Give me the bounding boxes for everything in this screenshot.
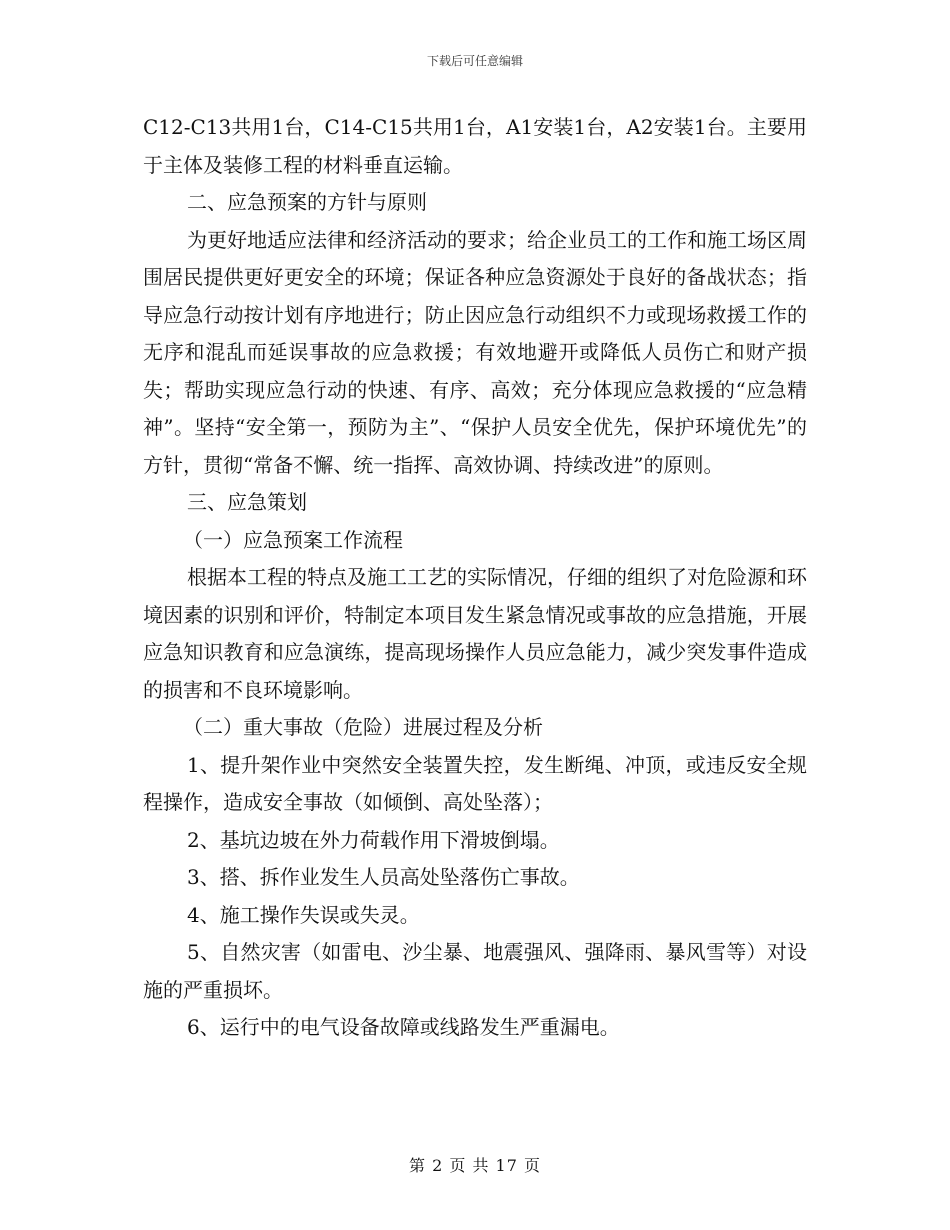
section-heading-principles: 二、应急预案的方针与原则 — [187, 190, 427, 214]
paragraph-workflow: 根据本工程的特点及施工工艺的实际情况，仔细的组织了对危险源和环境因素的识别和评价，特制定本项目发生紧急情况或事故的应急措施，开展应急知识教育和应急演练，提高现场操作人员应急能力，减少突发事件造成的损害和不良环境影响。 — [143, 565, 807, 702]
subsection-heading-workflow: （一）应急预案工作流程 — [183, 527, 403, 552]
paragraph-principles: 为更好地适应法律和经济活动的要求；给企业员工的工作和施工场区周围居民提供更好更安全的环境；保证各种应急资源处于良好的备战状态；指导应急行动按计划有序地进行；防止因应急行动组织不力或现场救援工作的无序和混乱而延误事故的应急救援；有效地避开或降低人员伤亡和财产损失；帮助实现应急行动的快速、有序、高效；充分体现应急救援的“应急精神”。坚持“安全第一，预防为主”、“保护人员安全优先，保护环境优先”的方针，贯彻“常备不懈、统一指挥、高效协调、持续改进”的原则。 — [143, 227, 807, 477]
document-body — [143, 109, 807, 1047]
subsection-heading-analysis: （二）重大事故（危险）进展过程及分析 — [183, 715, 543, 739]
section-heading-planning: 三、应急策划 — [187, 490, 307, 514]
page-number: 第 2 页 共 17 页 — [409, 1156, 541, 1175]
paragraph-equipment-usage: C12-C13共用1台，C14-C15共用1台，A1安装1台，A2安装1台。主要用于主体及装修工程的材料垂直运输。 — [143, 115, 807, 177]
list-item-scaffolding: 3、搭、拆作业发生人员高处坠落伤亡事故。 — [187, 865, 580, 889]
page-header: 下载后可任意编辑 — [426, 54, 523, 68]
list-item-operation-error: 4、施工操作失误或失灵。 — [187, 902, 420, 927]
list-item-hoist: 1、提升架作业中突然安全装置失控，发生断绳、冲顶，或违反安全规程操作，造成安全事故（如倾倒、高处坠落）； — [143, 752, 807, 814]
list-item-electrical-fault: 6、运行中的电气设备故障或线路发生严重漏电。 — [187, 1015, 620, 1039]
list-item-excavation: 2、基坑边坡在外力荷载作用下滑坡倒塌。 — [187, 827, 560, 852]
list-item-natural-disaster: 5、自然灾害（如雷电、沙尘暴、地震强风、强降雨、暴风雪等）对设施的严重损坏。 — [143, 940, 807, 1002]
